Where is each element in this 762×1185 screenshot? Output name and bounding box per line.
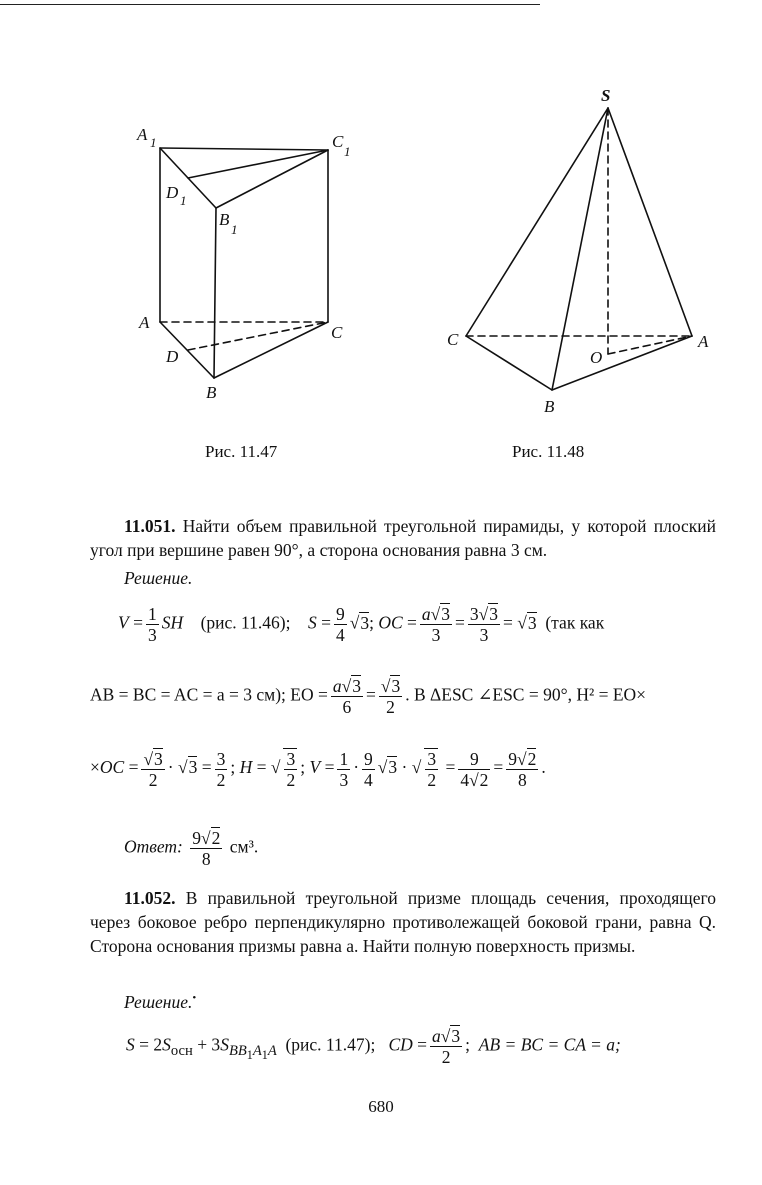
problem-number: 11.052.: [124, 888, 176, 908]
solution-mark: •: [192, 992, 197, 1004]
answer-unit: см³.: [229, 836, 259, 857]
solution-label-052: [90, 986, 716, 1014]
figure-pyramid: [466, 108, 692, 390]
problem-052-statement: [90, 886, 716, 958]
caption-fig-11-47: Рис. 11.47: [205, 442, 278, 461]
label-a1: A: [137, 125, 148, 144]
edge-d1c1: [188, 150, 328, 178]
label-b1: B: [219, 210, 230, 229]
edge-sc: [466, 108, 608, 336]
figures-svg: [0, 0, 762, 480]
page-number: 680: [368, 1097, 394, 1116]
problem-text: Найти объем правильной треугольной пирамиды, у которой плоский угол при вершине равен 90°, а сторона основания равна 3 см.: [90, 516, 717, 560]
edge-ba: [552, 336, 692, 390]
edge-cb: [466, 336, 552, 390]
label-s: S: [601, 86, 611, 105]
eq1-ref: (рис. 11.46);: [200, 612, 291, 633]
edge-sa: [608, 108, 692, 336]
pyramid-labels: [447, 86, 709, 416]
edge-b1b: [214, 208, 216, 378]
problem-051-statement: [90, 514, 716, 562]
eq052-ref: (рис. 11.47);: [285, 1034, 376, 1055]
eq2-head: AB = BC = AC = a = 3 см); EO =: [90, 684, 328, 705]
edge-dc-hidden: [188, 322, 328, 350]
equation-line-3: ×OC = $\frac{√3}{2}$ · √3 = $\frac{3}{2}$ ; H = √ $\frac{3}{2}$ ; V = $\frac{1}{3}$ · $\frac{9}{4}$ √3 · √ $\frac{3}{2}$ = $\frac{9}{4√2}$ = $\frac{9√2}{8}$ .: [90, 748, 546, 790]
figure-prism: [160, 148, 328, 378]
label-b1-sub: 1: [231, 222, 238, 237]
answer-label: Ответ:: [124, 836, 183, 857]
problem-number: 11.051.: [124, 516, 176, 536]
label-a: A: [139, 313, 150, 332]
label-o: O: [590, 348, 603, 367]
label-b: B: [206, 383, 217, 402]
caption-fig-11-48: Рис. 11.48: [512, 442, 585, 461]
equation-line-052: $S = 2S_{осн} + 3S_{BB_1A_1A}$ (рис. 11.47); CD = $\frac{a√3}{2}$ ; AB = BC = CA = a;: [126, 1026, 621, 1067]
label-c1: C: [332, 132, 344, 151]
label-a: A: [698, 332, 709, 351]
edge-bc: [214, 322, 328, 378]
label-c: C: [331, 323, 343, 342]
problem-text: В правильной треугольной призме площадь сечения, проходящего через боковое ребро перпендикулярно противолежащей боковой грани, равна Q. Сторона основания призмы равна a. Найти полную поверхность призмы.: [90, 888, 716, 956]
solution-label: Решение.: [124, 568, 193, 588]
label-d1: D: [166, 183, 179, 202]
equation-line-1: V = $\frac{1}{3}$ SH (рис. 11.46); S = $\frac{9}{4}$ √3; OC = $\frac{a√3}{3}$ = $\frac{3√3}{3}$ = √3 (так как: [118, 604, 605, 645]
label-b: B: [544, 397, 555, 416]
edge-oa-hidden: [608, 336, 692, 354]
label-d1-sub: 1: [180, 193, 187, 208]
label-a1-sub: 1: [150, 135, 157, 150]
answer-line: Ответ: $\frac{9√2}{8}$ см³.: [124, 828, 259, 869]
eq052-tail: AB = BC = CA = a;: [478, 1034, 621, 1055]
label-c: C: [447, 330, 459, 349]
label-d: D: [166, 347, 179, 366]
edge-b1c1: [216, 150, 328, 208]
equation-line-2: AB = BC = AC = a = 3 см); EO = $\frac{a√3}{6}$ = $\frac{√3}{2}$ . В ΔESC ∠ESC = 90°, H² = EO×: [90, 676, 647, 717]
solution-label: Решение.: [124, 991, 193, 1012]
eq1-tail: (так как: [545, 612, 605, 633]
edge-a1c1: [160, 148, 328, 150]
eq2-tail: . В ΔESC ∠ESC = 90°, H² = EO×: [405, 684, 647, 705]
label-c1-sub: 1: [344, 144, 351, 159]
